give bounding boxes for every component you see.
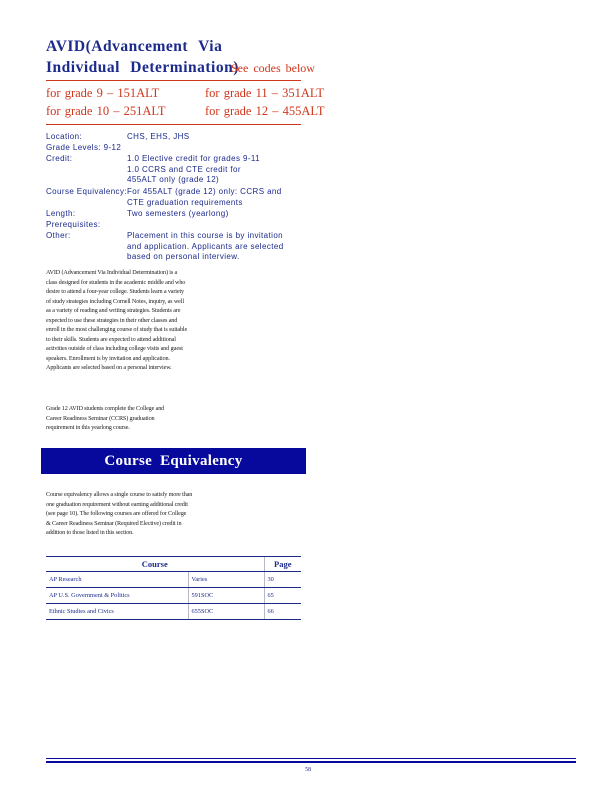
- other-value-line: and application. Applicants are selected: [127, 241, 284, 251]
- equivalency-value-line: CTE graduation requirements: [127, 197, 243, 207]
- location-value: CHS, EHS, JHS: [127, 132, 190, 141]
- course-equivalency-banner: Course Equivalency: [41, 448, 306, 474]
- description-line: enroll in the most challenging course of study that is suitable: [46, 326, 188, 333]
- see-codes-note: See codes below: [231, 61, 315, 75]
- description-line: of study strategies including Cornell Notes, inquiry, as well: [46, 297, 184, 305]
- equivalency-line: (see page 10). The following courses are offered for College: [46, 510, 187, 517]
- description-line: desire to attend a four-year college. Students learn a variety: [46, 288, 184, 295]
- other-value: [127, 231, 284, 263]
- prerequisites-label: Prerequisites:: [46, 220, 101, 229]
- course-code: Varies: [188, 572, 264, 588]
- footer-rule-thin: [46, 758, 576, 759]
- course-title-line1: AVID(Advancement Via: [46, 38, 223, 55]
- description-line: AVID (Advancement Via Individual Determination) is a: [46, 269, 178, 276]
- code-grade-12: for grade 12 – 455ALT: [205, 104, 325, 118]
- page-number: 58: [305, 767, 311, 773]
- other-label: Other:: [46, 231, 71, 240]
- grade12-note-line: requirement in this yearlong course.: [46, 424, 130, 431]
- credit-label: Credit:: [46, 154, 73, 163]
- description-line: expected to use these strategies in their other classes and: [46, 316, 178, 324]
- credit-value-line: 1.0 Elective credit for grades 9-11: [127, 154, 261, 163]
- equivalency-description: [46, 490, 196, 538]
- table-row: [46, 604, 301, 620]
- course-code: 655SOC: [188, 604, 264, 620]
- other-value-line: Placement in this course is by invitation: [127, 231, 284, 240]
- course-description: [46, 268, 188, 373]
- header-divider: [46, 80, 301, 81]
- footer-rule-thick: [46, 761, 576, 763]
- course-name: AP U.S. Government & Politics: [46, 588, 188, 604]
- description-line: class designed for students in the academic middle and who: [46, 278, 186, 286]
- table-row: [46, 572, 301, 588]
- course-title-line2: Individual Determination): [46, 59, 239, 76]
- table-row: [46, 588, 301, 604]
- course-page: 65: [264, 588, 301, 604]
- code-grade-9: for grade 9 – 151ALT: [46, 86, 160, 100]
- course-name: AP Research: [46, 572, 188, 588]
- equivalency-line: addition to those listed in this section.: [46, 529, 134, 536]
- equivalency-line: one graduation requirement without earning additional credit: [46, 500, 188, 508]
- location-label: Location:: [46, 132, 83, 141]
- description-line: activities outside of class including college visits and guest: [46, 345, 183, 352]
- course-title: [46, 36, 239, 78]
- grade12-note-line: Career Readiness Seminar (CCRS) graduation: [46, 414, 155, 422]
- description-line: speakers. Enrollment is by invitation and application.: [46, 354, 170, 362]
- grade12-note-line: Grade 12 AVID students complete the College and: [46, 405, 165, 412]
- course-page: 66: [264, 604, 301, 620]
- description-line: to their skills. Students are expected to attend additional: [46, 335, 176, 343]
- description-line: Applicants are selected based on a personal interview.: [46, 364, 172, 371]
- length-value: Two semesters (yearlong): [127, 209, 229, 218]
- grade-levels: Grade Levels: 9-12: [46, 143, 122, 152]
- code-grade-10: for grade 10 – 251ALT: [46, 104, 166, 118]
- credit-value: [127, 154, 260, 186]
- equivalency-line: & Career Readiness Seminar (Required Elective) credit in: [46, 519, 182, 527]
- course-code: 591SOC: [188, 588, 264, 604]
- code-grade-11: for grade 11 – 351ALT: [205, 86, 325, 100]
- equivalency-table: [46, 556, 301, 620]
- credit-value-line: 455ALT only (grade 12): [127, 175, 220, 184]
- equivalency-line: Course equivalency allows a single course to satisfy more than: [46, 491, 193, 498]
- column-header-course: Course: [46, 557, 264, 572]
- course-name: Ethnic Studies and Civics: [46, 604, 188, 620]
- credit-value-line: 1.0 CCRS and CTE credit for: [127, 164, 241, 174]
- grade12-note: [46, 404, 188, 433]
- description-line: as a variety of reading and writing strategies. Students are: [46, 307, 181, 314]
- column-header-page: Page: [264, 557, 301, 572]
- equivalency-value: [127, 187, 282, 208]
- course-page: 30: [264, 572, 301, 588]
- table-header-row: [46, 557, 301, 572]
- other-value-line: based on personal interview.: [127, 252, 240, 261]
- equivalency-label: Course Equivalency:: [46, 187, 127, 196]
- codes-divider: [46, 124, 301, 125]
- equivalency-value-line: For 455ALT (grade 12) only: CCRS and: [127, 187, 282, 196]
- length-label: Length:: [46, 209, 76, 218]
